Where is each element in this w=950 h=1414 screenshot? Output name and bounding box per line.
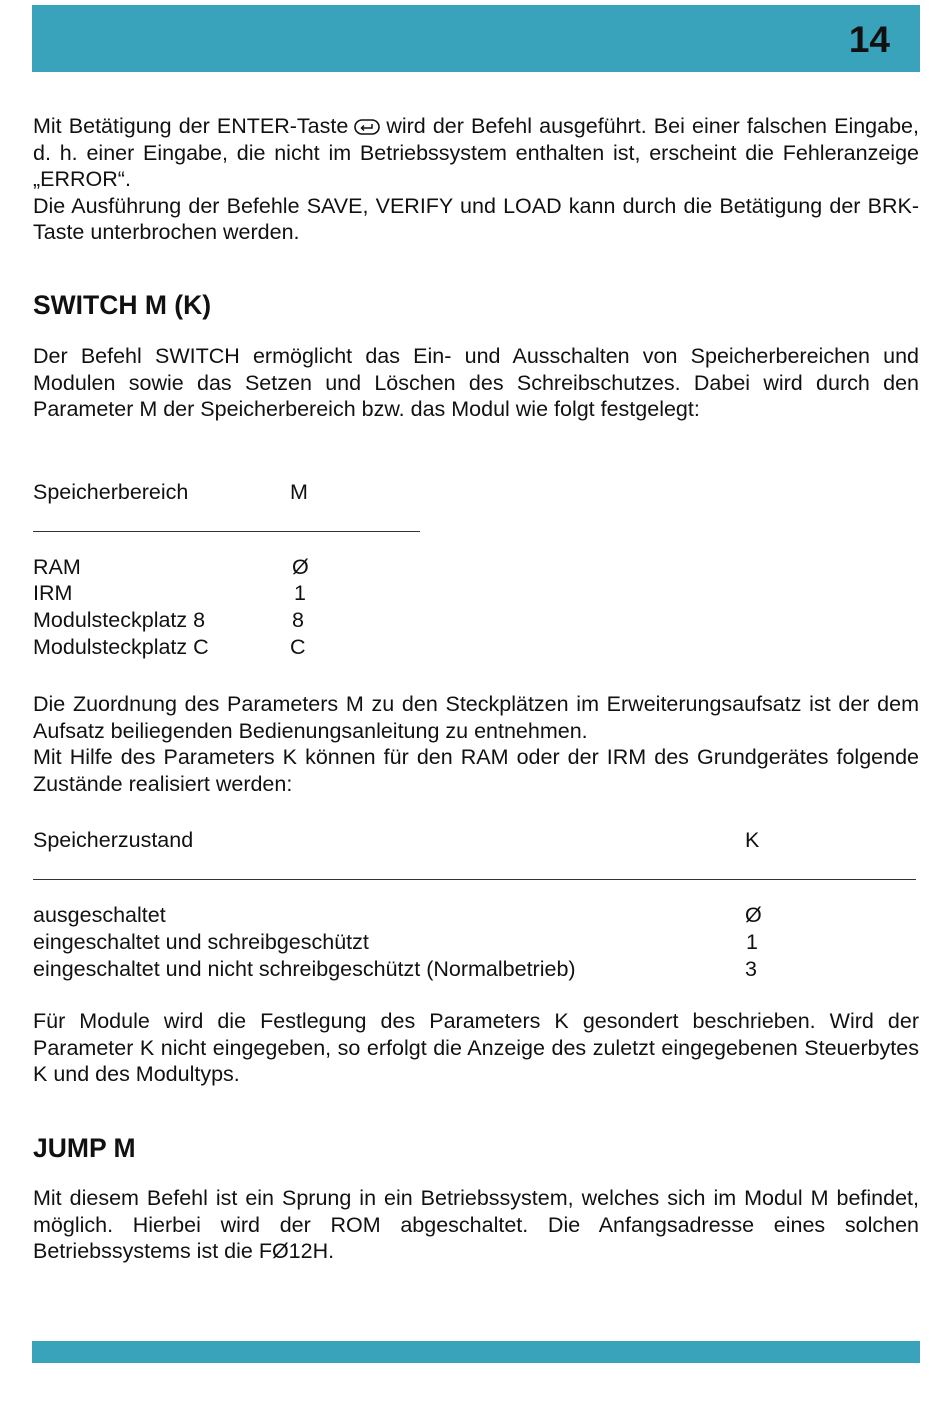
intro-paragraph-2: Die Ausführung der Befehle SAVE, VERIFY und LOAD kann durch die Betätigung der BRK-Taste unterbrochen werden. [33, 193, 919, 244]
page-number: 14 [848, 19, 890, 60]
switch-middle-text [33, 691, 919, 797]
table-m-header-label: Speicherbereich [33, 480, 189, 504]
switch-heading: SWITCH M (K) [33, 290, 212, 320]
table-cell-value: 3 [745, 957, 757, 981]
table-row: ausgeschaltet [33, 903, 166, 927]
table-row: Modulsteckplatz 8 [33, 608, 206, 632]
switch-paragraph-4: Für Module wird die Festlegung des Parameters K gesondert beschrieben. Wird der Parameter K nicht eingegeben, so erfolgt die Anzeige des zuletzt eingegebenen Steuerbytes K und des Modultyps. [33, 1009, 919, 1086]
table-row: eingeschaltet und nicht schreibgeschützt (Normalbetrieb) [33, 957, 576, 981]
jump-section-heading-wrap [33, 1132, 919, 1164]
table-cell-value: 1 [294, 581, 306, 605]
table-m-header-value: M [290, 480, 308, 504]
table-row: RAM [33, 555, 81, 579]
switch-intro [33, 343, 919, 423]
switch-paragraph-3: Mit Hilfe des Parameters K können für den RAM oder der IRM des Grundgerätes folgende Zustände realisiert werden: [33, 745, 919, 796]
intro-paragraph-1: Mit Betätigung der ENTER-Taste wird der Befehl ausgeführt. Bei einer falschen Eingabe, d. h. einer Eingabe, die nicht im Betriebssystem enthalten ist, erscheint die Fehleranzeige „ERROR“. [33, 114, 919, 191]
switch-section-heading-wrap [33, 289, 919, 321]
table-cell-value: 1 [746, 930, 758, 954]
table-k-header-label: Speicherzustand [33, 828, 194, 852]
table-m-divider [33, 531, 420, 532]
jump-text [33, 1185, 919, 1265]
switch-paragraph-1: Der Befehl SWITCH ermöglicht das Ein- und Ausschalten von Speicherbereichen und Modulen sowie das Setzen und Löschen des Schreibschutzes. Dabei wird durch den Parameter M der Speicherbereich bzw. das Modul wie folgt festgelegt: [33, 344, 919, 421]
enter-key-icon [354, 119, 380, 135]
intro-section [33, 113, 919, 246]
table-k-header-value: K [745, 828, 760, 852]
jump-heading: JUMP M [33, 1133, 136, 1163]
footer-bar [32, 1341, 920, 1363]
table-k-divider [33, 879, 916, 880]
switch-paragraph-2: Die Zuordnung des Parameters M zu den Steckplätzen im Erweiterungsaufsatz ist der dem Aufsatz beiliegenden Bedienungsanleitung zu entnehmen. [33, 692, 919, 743]
table-row: eingeschaltet und schreibgeschützt [33, 930, 369, 954]
table-cell-value: Ø [292, 555, 309, 579]
header-bar [32, 5, 920, 72]
table-cell-value: 8 [292, 608, 304, 632]
jump-paragraph-1: Mit diesem Befehl ist ein Sprung in ein Betriebssystem, welches sich im Modul M befindet, möglich. Hierbei wird der ROM abgeschaltet. Die Anfangsadresse eines solchen Betriebssystems ist die FØ12H. [33, 1186, 919, 1263]
table-row: IRM [33, 581, 73, 605]
switch-closing-text [33, 1008, 919, 1088]
table-row: Modulsteckplatz C [33, 635, 209, 659]
table-cell-value: C [290, 635, 306, 659]
table-cell-value: Ø [745, 903, 762, 927]
